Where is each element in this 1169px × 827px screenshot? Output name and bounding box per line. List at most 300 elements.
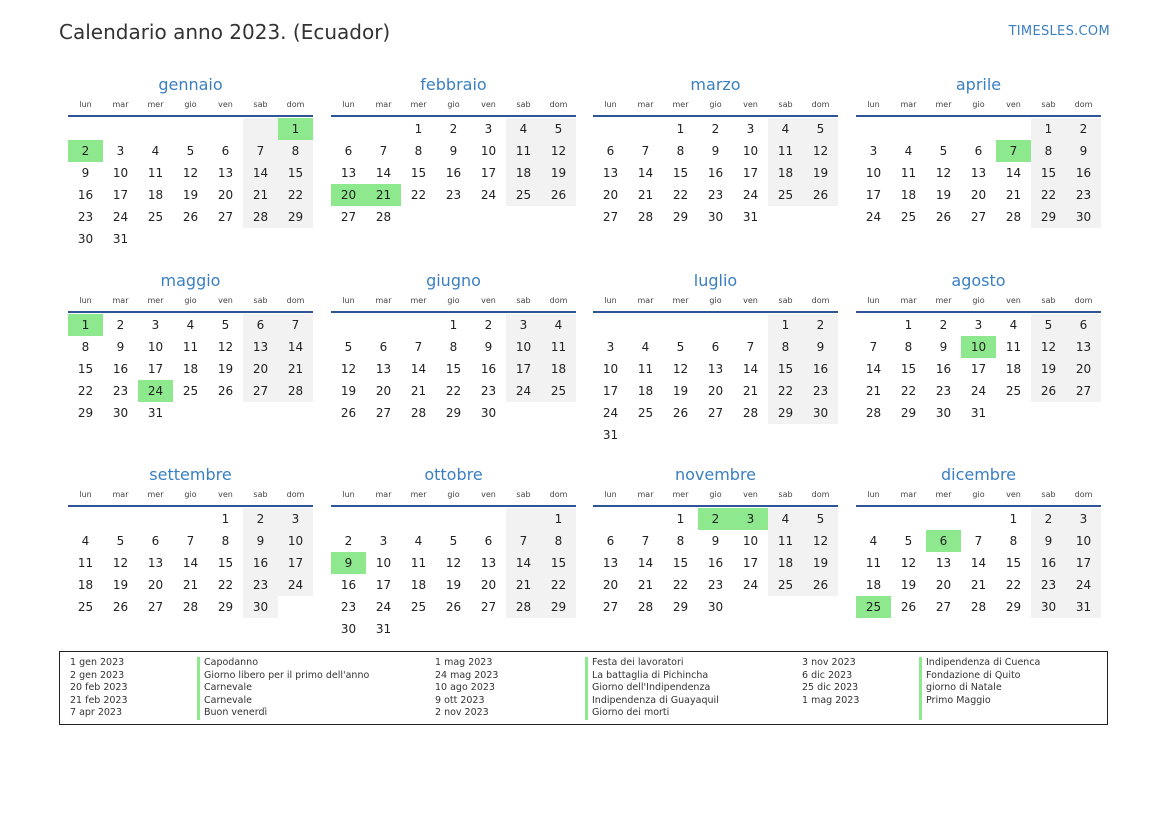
empty-cell: [278, 596, 313, 618]
month-name: agosto: [951, 271, 1006, 290]
weekday-label: gio: [184, 296, 197, 305]
day-cell: 16: [935, 362, 952, 376]
day-cell: 22: [217, 578, 234, 592]
weekday-label: dom: [286, 296, 305, 305]
day-cell: 6: [711, 340, 720, 354]
weekday-label: sab: [253, 296, 268, 305]
weekday-label: mer: [935, 296, 952, 305]
empty-cell: [593, 118, 628, 140]
weekday-label: dom: [1074, 490, 1093, 499]
empty-cell: [173, 228, 208, 250]
empty-cell: [891, 508, 926, 530]
day-cell: 28: [742, 406, 759, 420]
day-cell: 29: [541, 596, 576, 618]
day-cell: 22: [445, 384, 462, 398]
day-cell: 17: [147, 362, 164, 376]
day-cell: 26: [803, 574, 838, 596]
day-cell: 24: [970, 384, 987, 398]
day-cell: 21: [278, 358, 313, 380]
day-cell: 22: [672, 578, 689, 592]
weekday-label: mer: [672, 100, 689, 109]
day-cell: 24: [602, 406, 619, 420]
day-cell: 24: [480, 188, 497, 202]
header-rule: [68, 115, 313, 117]
day-cell: 23: [445, 188, 462, 202]
holiday-name: Carnevale: [204, 682, 252, 694]
day-cell: 13: [602, 556, 619, 570]
weekday-label: lun: [604, 296, 617, 305]
month-dicembre: [856, 464, 1101, 618]
day-cell: 6: [379, 340, 388, 354]
day-cell: 23: [707, 188, 724, 202]
day-cell: 14: [637, 166, 654, 180]
day-cell: 13: [217, 166, 234, 180]
day-cell: 27: [970, 210, 987, 224]
day-cell: 20: [970, 188, 987, 202]
month-luglio: [593, 270, 838, 446]
month-ottobre: [331, 464, 576, 640]
day-cell: 28: [182, 600, 199, 614]
day-cell: 7: [746, 340, 755, 354]
day-cell: 30: [1066, 206, 1101, 228]
holiday-date: 21 feb 2023: [70, 694, 128, 706]
day-cell: 16: [77, 188, 94, 202]
day-cell: 14: [243, 162, 278, 184]
empty-cell: [331, 508, 366, 530]
weekday-label: ven: [743, 100, 758, 109]
day-cell: 29: [672, 210, 689, 224]
day-cell: 8: [278, 140, 313, 162]
holiday-date: 6 dic 2023: [802, 669, 853, 681]
day-cell: 27: [1066, 380, 1101, 402]
holiday-date: 25 dic 2023: [802, 682, 859, 694]
day-cell: 9: [1066, 140, 1101, 162]
day-cell: 3: [746, 122, 755, 136]
day-cell: 16: [445, 166, 462, 180]
empty-cell: [173, 118, 208, 140]
day-cell: 3: [869, 144, 878, 158]
empty-cell: [208, 402, 243, 424]
day-cell: 21: [742, 384, 759, 398]
day-cell: 12: [445, 556, 462, 570]
month-marzo: [593, 74, 838, 228]
empty-cell: [138, 508, 173, 530]
weekday-label: mar: [637, 490, 654, 499]
weekday-label: lun: [79, 296, 92, 305]
day-cell: 15: [278, 162, 313, 184]
empty-cell: [628, 508, 663, 530]
empty-cell: [103, 508, 138, 530]
day-cell: 28: [1005, 210, 1022, 224]
weekday-label: mer: [672, 490, 689, 499]
day-cell: 26: [900, 600, 917, 614]
day-cell: 19: [445, 578, 462, 592]
weekday-label: mer: [147, 100, 164, 109]
weekday-label: dom: [811, 100, 830, 109]
empty-cell: [138, 118, 173, 140]
day-cell: 2: [1066, 118, 1101, 140]
weekday-label: lun: [604, 100, 617, 109]
day-cell: 8: [768, 336, 803, 358]
day-cell: 5: [449, 534, 458, 548]
day-cell: 5: [186, 144, 195, 158]
day-cell: 10: [742, 144, 759, 158]
day-cell: 19: [182, 188, 199, 202]
day-cell: 20: [147, 578, 164, 592]
day-cell: 31: [742, 210, 759, 224]
day-cell: 18: [900, 188, 917, 202]
holiday-name: giorno di Natale: [926, 682, 1002, 694]
empty-cell: [768, 206, 803, 228]
day-cell: 25: [768, 574, 803, 596]
day-cell: 23: [803, 380, 838, 402]
day-grid: [68, 314, 313, 424]
header-rule: [68, 505, 313, 507]
weekday-header: [331, 490, 576, 504]
day-cell: 11: [147, 166, 164, 180]
holiday-name: La battaglia di Pichincha: [592, 669, 709, 681]
empty-cell: [628, 424, 663, 446]
weekday-header: [593, 100, 838, 114]
day-cell: 9: [803, 336, 838, 358]
day-cell: 14: [375, 166, 392, 180]
day-cell: 17: [742, 166, 759, 180]
day-cell: 13: [340, 166, 357, 180]
weekday-label: gio: [447, 296, 460, 305]
day-cell: 22: [77, 384, 94, 398]
day-cell: 15: [217, 556, 234, 570]
day-cell: 2: [484, 318, 493, 332]
empty-cell: [401, 206, 436, 228]
empty-cell: [803, 206, 838, 228]
day-cell: 21: [410, 384, 427, 398]
day-cell: 12: [935, 166, 952, 180]
day-cell: 7: [379, 144, 388, 158]
empty-cell: [278, 228, 313, 250]
day-cell: 21: [182, 578, 199, 592]
empty-cell: [366, 508, 401, 530]
day-cell: 1: [278, 118, 313, 140]
month-name: settembre: [149, 465, 232, 484]
weekday-label: dom: [286, 490, 305, 499]
day-cell: 18: [637, 384, 654, 398]
day-cell: 22: [900, 384, 917, 398]
weekday-label: ven: [218, 100, 233, 109]
holiday-date: 1 gen 2023: [70, 657, 125, 668]
day-cell: 3: [278, 508, 313, 530]
weekday-label: sab: [778, 296, 793, 305]
day-cell: 13: [243, 336, 278, 358]
weekday-label: dom: [549, 490, 568, 499]
weekday-label: mer: [410, 296, 427, 305]
month-giugno: [331, 270, 576, 424]
header-rule: [331, 311, 576, 313]
day-cell: 25: [768, 184, 803, 206]
day-cell: 20: [243, 358, 278, 380]
weekday-label: lun: [342, 296, 355, 305]
holiday-name: Fondazione di Quito: [926, 669, 1021, 681]
weekday-label: mer: [147, 490, 164, 499]
day-cell: 17: [602, 384, 619, 398]
day-cell: 10: [742, 534, 759, 548]
day-cell: 10: [112, 166, 129, 180]
day-cell: 30: [707, 210, 724, 224]
day-cell: 8: [1031, 140, 1066, 162]
empty-cell: [208, 228, 243, 250]
month-name: maggio: [160, 271, 221, 290]
day-cell: 21: [865, 384, 882, 398]
day-cell: 28: [865, 406, 882, 420]
day-cell: 26: [112, 600, 129, 614]
day-cell: 17: [112, 188, 129, 202]
empty-cell: [471, 508, 506, 530]
day-cell: 27: [480, 600, 497, 614]
day-cell: 11: [865, 556, 882, 570]
empty-cell: [961, 508, 996, 530]
day-cell: 18: [768, 162, 803, 184]
day-cell: 27: [217, 210, 234, 224]
weekday-label: sab: [516, 296, 531, 305]
day-cell: 25: [900, 210, 917, 224]
day-cell: 18: [768, 552, 803, 574]
day-cell: 8: [81, 340, 90, 354]
day-cell: 26: [803, 184, 838, 206]
day-cell: 4: [186, 318, 195, 332]
day-cell: 5: [221, 318, 230, 332]
month-name: giugno: [426, 271, 481, 290]
empty-cell: [593, 314, 628, 336]
day-cell: 25: [1005, 384, 1022, 398]
weekday-label: mer: [410, 490, 427, 499]
day-cell: 20: [1066, 358, 1101, 380]
day-cell: 26: [1031, 380, 1066, 402]
day-cell: 4: [641, 340, 650, 354]
day-cell: 3: [733, 508, 768, 530]
month-aprile: [856, 74, 1101, 228]
day-cell: 30: [480, 406, 497, 420]
weekday-label: dom: [811, 296, 830, 305]
empty-cell: [243, 228, 278, 250]
day-cell: 22: [1031, 184, 1066, 206]
day-cell: 29: [217, 600, 234, 614]
weekday-label: mar: [112, 490, 129, 499]
day-cell: 18: [541, 358, 576, 380]
site-logo[interactable]: TIMESLES.COM: [1008, 24, 1110, 39]
empty-cell: [541, 402, 576, 424]
empty-cell: [278, 402, 313, 424]
day-cell: 26: [445, 600, 462, 614]
day-cell: 11: [77, 556, 94, 570]
day-cell: 20: [331, 184, 366, 206]
day-cell: 17: [375, 578, 392, 592]
day-cell: 8: [541, 530, 576, 552]
weekday-label: mar: [375, 100, 392, 109]
day-cell: 3: [151, 318, 160, 332]
day-cell: 17: [1066, 552, 1101, 574]
legend-name-column: [592, 657, 719, 720]
day-cell: 5: [803, 118, 838, 140]
day-cell: 5: [541, 118, 576, 140]
month-name: febbraio: [420, 75, 487, 94]
day-cell: 27: [375, 406, 392, 420]
month-settembre: [68, 464, 313, 618]
empty-cell: [173, 402, 208, 424]
day-cell: 5: [939, 144, 948, 158]
weekday-label: dom: [1074, 100, 1093, 109]
day-cell: 19: [340, 384, 357, 398]
legend-name-column: [204, 657, 369, 720]
header-rule: [593, 311, 838, 313]
day-cell: 30: [935, 406, 952, 420]
day-cell: 30: [77, 232, 94, 246]
day-cell: 9: [243, 530, 278, 552]
holiday-name: Giorno dell'Indipendenza: [592, 682, 711, 694]
day-cell: 2: [711, 122, 720, 136]
page-title: Calendario anno 2023. (Ecuador): [59, 20, 391, 44]
empty-cell: [366, 118, 401, 140]
weekday-header: [331, 100, 576, 114]
day-cell: 14: [865, 362, 882, 376]
day-cell: 10: [480, 144, 497, 158]
day-cell: 19: [217, 362, 234, 376]
day-cell: 28: [243, 206, 278, 228]
day-cell: 9: [1031, 530, 1066, 552]
empty-cell: [243, 118, 278, 140]
day-cell: 4: [768, 118, 803, 140]
day-cell: 14: [1005, 166, 1022, 180]
weekday-label: ven: [743, 296, 758, 305]
empty-cell: [926, 508, 961, 530]
day-cell: 24: [278, 574, 313, 596]
day-cell: 13: [970, 166, 987, 180]
day-cell: 2: [449, 122, 458, 136]
empty-cell: [401, 618, 436, 640]
day-cell: 20: [480, 578, 497, 592]
day-cell: 11: [541, 336, 576, 358]
day-cell: 7: [641, 144, 650, 158]
weekday-label: mar: [375, 490, 392, 499]
weekday-label: sab: [253, 100, 268, 109]
day-cell: 1: [221, 512, 230, 526]
day-cell: 16: [243, 552, 278, 574]
weekday-label: lun: [867, 100, 880, 109]
weekday-label: sab: [778, 490, 793, 499]
day-grid: [856, 118, 1101, 228]
day-grid: [593, 118, 838, 228]
day-cell: 20: [602, 578, 619, 592]
day-cell: 6: [344, 144, 353, 158]
day-cell: 10: [506, 336, 541, 358]
day-cell: 15: [1005, 556, 1022, 570]
day-cell: 11: [900, 166, 917, 180]
weekday-label: ven: [743, 490, 758, 499]
day-cell: 9: [484, 340, 493, 354]
day-cell: 5: [803, 508, 838, 530]
day-cell: 26: [182, 210, 199, 224]
weekday-label: dom: [549, 296, 568, 305]
day-cell: 1: [676, 122, 685, 136]
holiday-name: Primo Maggio: [926, 694, 991, 706]
day-cell: 18: [410, 578, 427, 592]
day-cell: 3: [506, 314, 541, 336]
empty-cell: [173, 508, 208, 530]
day-cell: 29: [1005, 600, 1022, 614]
day-cell: 1: [1031, 118, 1066, 140]
empty-cell: [996, 402, 1031, 424]
day-cell: 11: [768, 530, 803, 552]
holiday-date: 3 nov 2023: [802, 657, 856, 668]
weekday-label: ven: [218, 490, 233, 499]
day-cell: 10: [961, 336, 996, 358]
weekday-label: mar: [112, 296, 129, 305]
day-cell: 16: [340, 578, 357, 592]
day-cell: 4: [1009, 318, 1018, 332]
day-cell: 24: [742, 188, 759, 202]
day-cell: 31: [375, 622, 392, 636]
day-cell: 24: [742, 578, 759, 592]
empty-cell: [733, 424, 768, 446]
weekday-label: dom: [549, 100, 568, 109]
weekday-label: gio: [972, 490, 985, 499]
day-cell: 15: [410, 166, 427, 180]
weekday-label: sab: [1041, 100, 1056, 109]
day-cell: 3: [606, 340, 615, 354]
day-cell: 3: [379, 534, 388, 548]
day-cell: 24: [138, 380, 173, 402]
empty-cell: [803, 424, 838, 446]
day-cell: 23: [707, 578, 724, 592]
day-cell: 8: [414, 144, 423, 158]
day-cell: 28: [970, 600, 987, 614]
day-cell: 28: [637, 210, 654, 224]
day-grid: [856, 314, 1101, 424]
day-cell: 12: [900, 556, 917, 570]
month-name: gennaio: [158, 75, 223, 94]
day-cell: 15: [672, 166, 689, 180]
day-cell: 18: [865, 578, 882, 592]
weekday-label: gio: [709, 100, 722, 109]
day-cell: 2: [243, 508, 278, 530]
empty-cell: [471, 206, 506, 228]
day-cell: 3: [116, 144, 125, 158]
month-name: aprile: [955, 75, 1002, 94]
day-cell: 30: [1031, 596, 1066, 618]
holiday-date: 1 mag 2023: [802, 694, 860, 706]
day-cell: 21: [1005, 188, 1022, 202]
day-cell: 13: [707, 362, 724, 376]
day-cell: 25: [506, 184, 541, 206]
day-grid: [856, 508, 1101, 618]
empty-cell: [401, 508, 436, 530]
empty-cell: [366, 314, 401, 336]
day-cell: 25: [410, 600, 427, 614]
day-cell: 29: [672, 600, 689, 614]
month-febbraio: [331, 74, 576, 228]
empty-cell: [856, 508, 891, 530]
empty-cell: [401, 314, 436, 336]
weekday-label: mar: [900, 296, 917, 305]
weekday-label: gio: [972, 296, 985, 305]
empty-cell: [926, 118, 961, 140]
day-cell: 19: [803, 552, 838, 574]
day-cell: 6: [974, 144, 983, 158]
day-cell: 4: [541, 314, 576, 336]
day-cell: 23: [77, 210, 94, 224]
weekday-label: lun: [79, 490, 92, 499]
day-grid: [331, 508, 576, 640]
weekday-header: [68, 490, 313, 504]
weekday-label: sab: [516, 490, 531, 499]
